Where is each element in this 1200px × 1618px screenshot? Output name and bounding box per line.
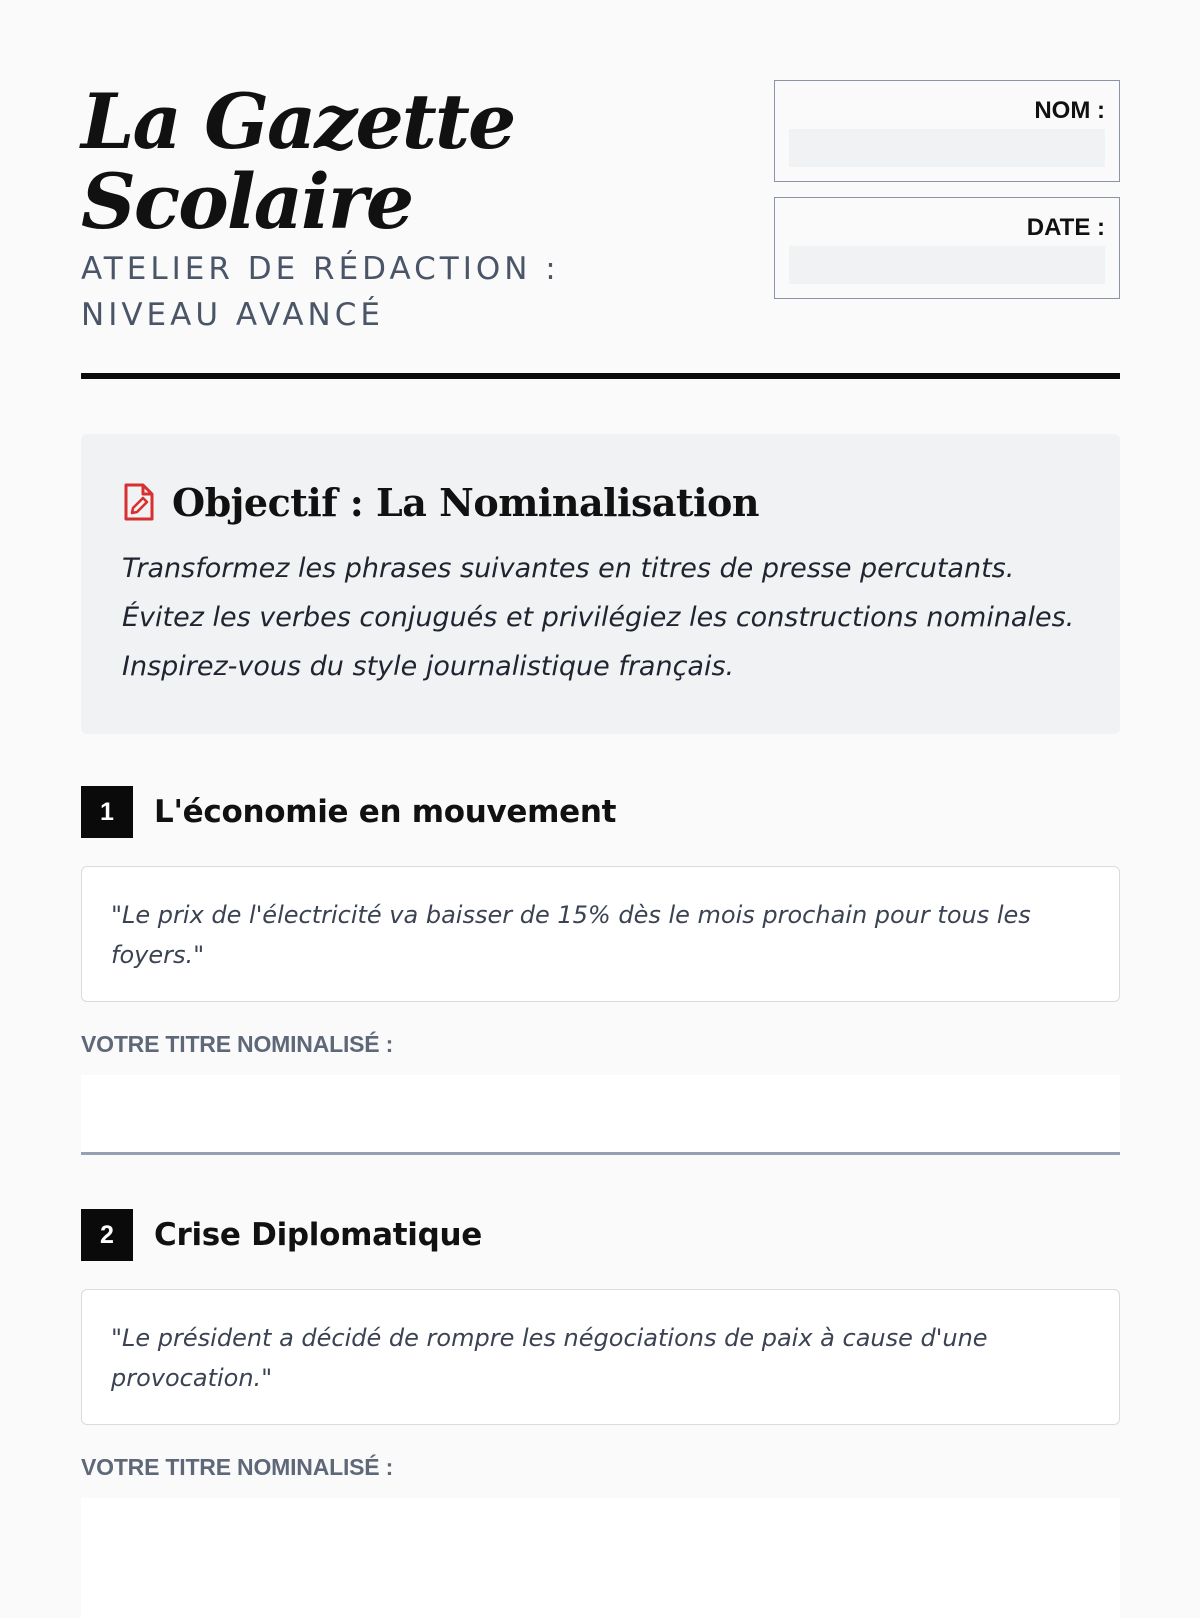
exercise-title: L'économie en mouvement [154, 794, 617, 830]
exercise-quote: "Le président a décidé de rompre les négociations de paix à cause d'une provocation." [111, 1324, 988, 1392]
exercise-2-answer-field[interactable] [81, 1498, 1120, 1618]
answer-label: VOTRE TITRE NOMINALISÉ : [81, 1454, 394, 1480]
title-line-1: La Gazette [81, 77, 515, 166]
objective-instructions: Transformez les phrases suivantes en titres de presse percutants. Évitez les verbes conjugués et privilégiez les constructions nominales. Inspirez-vous du style journalistique français. [122, 553, 1075, 682]
exercise-2-header [81, 1209, 482, 1261]
answer-label: VOTRE TITRE NOMINALISÉ : [81, 1031, 394, 1057]
workshop-subtitle: ATELIER DE RÉDACTION : NIVEAU AVANCÉ [81, 251, 560, 333]
date-box [774, 197, 1120, 299]
exercise-1-header [81, 786, 616, 838]
newspaper-title [81, 77, 701, 246]
header-divider [81, 373, 1120, 379]
name-field[interactable] [789, 129, 1105, 167]
exercise-number-badge: 1 [81, 786, 133, 838]
objective-header [122, 474, 1080, 530]
exercise-1-answer-field[interactable] [81, 1075, 1120, 1155]
date-label: DATE : [1026, 214, 1105, 241]
file-pen-icon [122, 482, 156, 522]
title-line-2: Scolaire [81, 157, 413, 246]
objective-panel [81, 434, 1120, 734]
exercise-number-badge: 2 [81, 1209, 133, 1261]
exercise-1-quote-box [81, 866, 1120, 1002]
exercise-2-quote-box [81, 1289, 1120, 1425]
date-field[interactable] [789, 246, 1105, 284]
exercise-title: Crise Diplomatique [154, 1217, 482, 1253]
name-box [774, 80, 1120, 182]
masthead [81, 77, 701, 338]
name-label: NOM : [1034, 97, 1105, 124]
objective-title: Objectif : La Nominalisation [172, 479, 759, 525]
exercise-quote: "Le prix de l'électricité va baisser de 15% dès le mois prochain pour tous les foyers." [111, 901, 1031, 969]
